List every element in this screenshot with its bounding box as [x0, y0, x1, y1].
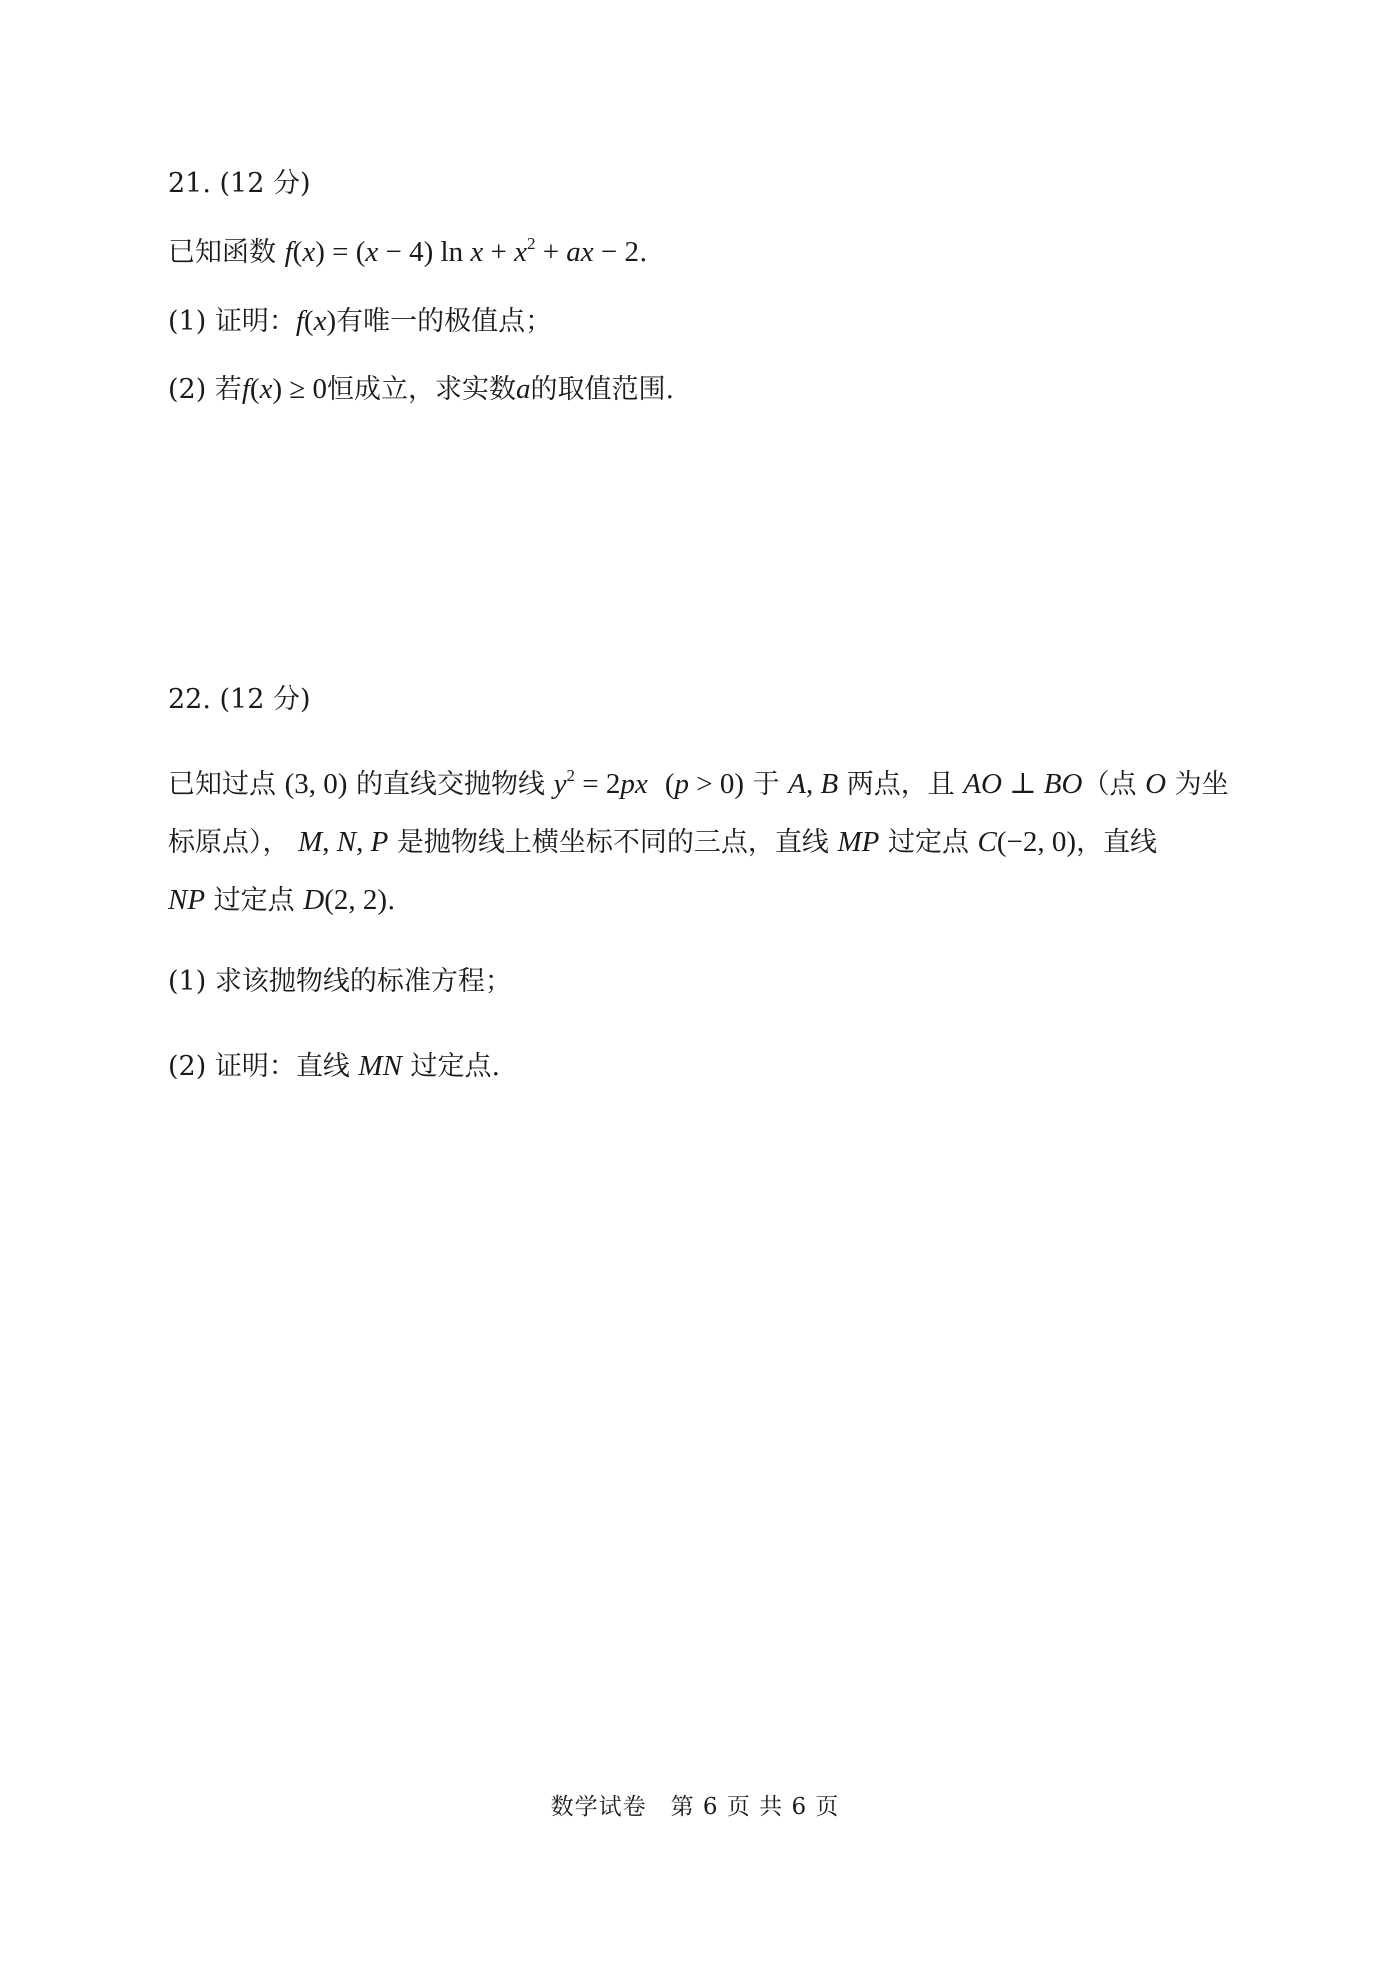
q21-part1-prefix: (1) 证明： [168, 306, 296, 337]
q21-part2-mid: 恒成立，求实数 [327, 374, 517, 405]
q22-stem-line-3: NP 过定点 D(2, 2). [168, 884, 396, 916]
q22-part2: (2) 证明：直线 MN 过定点. [168, 1050, 501, 1082]
q21-part2-variable: a [516, 373, 531, 405]
q21-stem-suffix: . [639, 237, 648, 268]
q21-stem [168, 232, 648, 273]
q21-function-formula: f(x) = (x − 4) $\ln x + x^2$ + ax − 2 [284, 234, 640, 268]
q21-part2-prefix: (2) 若 [168, 374, 242, 405]
q21-part2-formula: f(x) ≥ 0 [241, 373, 328, 405]
q21-header: 21. (12 分) [168, 168, 311, 199]
q21-part2 [168, 369, 674, 410]
q21-part1-suffix: 有唯一的极值点； [336, 306, 553, 337]
q21-part2-suffix: 的取值范围. [530, 374, 675, 405]
q21-stem-prefix: 已知函数 [168, 237, 285, 268]
q22-stem-line-2: 标原点）， M, N, P 是抛物线上横坐标不同的三点，直线 MP 过定点 C(−2, 0)，直线 [168, 826, 1158, 858]
q22-part1: (1) 求该抛物线的标准方程； [168, 966, 512, 997]
q21-part1-formula: f(x) [295, 305, 337, 337]
q22-header: 22. (12 分) [168, 684, 311, 715]
q22-stem-line-1: 已知过点 (3, 0) 的直线交抛物线 $y^2 = 2px$ (p > 0) 于 A, B 两点，且 AO ⊥ BO（点 O 为坐 [168, 766, 1229, 800]
page-footer: 数学试卷 第 6 页 共 6 页 [550, 1794, 840, 1820]
q21-part1 [168, 301, 552, 342]
